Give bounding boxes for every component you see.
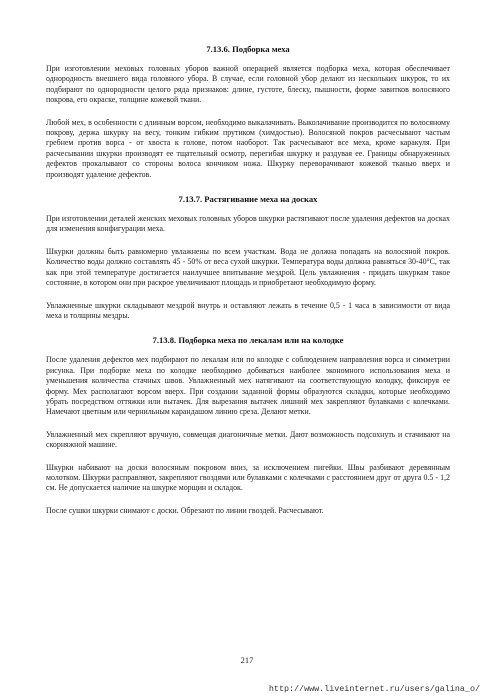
paragraph: Шкурки должны быть равномерно увлажнены по всем участкам. Вода не должна попадать на волосяной покров. Количество воды должно составлять 45 - 50% от веса сухой шкурки. Температура воды должна равняться 30-40°С, так как при этой температуре достигается наилучшее впитывание мездрой. Цель увлажнения - придать шкуркам такое состояние, в котором они при раскрое увеличивают площадь и приобретают необходимую форму. — [46, 246, 450, 288]
source-url[interactable]: http://www.liveinternet.ru/users/galina_o/ — [268, 684, 480, 694]
paragraph: После сушки шкурки снимают с доски. Обрезают по линии гвоздей. Расчесывают. — [46, 505, 324, 515]
paragraph: Шкурки набивают на доски волосяным покровом вниз, за исключением пигейки. Швы разбивают деревянным молотком. Шкурки расправляют, закрепляют гвоздями или булавками с колечками с расстоянием друг от друга 0.5 - 1,2 см. Не допускается наличие на шкурке морщин и складок. — [46, 462, 450, 493]
section-heading-7-13-7: 7.13.7. Растягивание меха на досках — [178, 194, 318, 205]
paragraph: После удаления дефектов мех подбирают по лекалам или по колодке с соблюдением направления ворса и симметрии рисунка. При подборке меха по колодке необходимо добиваться наиболее экономного использования меха и уменьшения количества стачных швов. Увлажненный мех натягивают на соответствующую колодку, фиксируя ее форму. Мех располагают ворсом вверх. При создании заданной формы образуются складки, которые необходимо убрать посредством оттяжки или вытачек. Для вырезания вытачек лишний мех закрепляют булавками с колечками. Намечают цветным или чернильным карандашом линию среза. Делают метки. — [46, 355, 450, 417]
document-body — [46, 44, 450, 528]
paragraph: Любой мех, в особенности с длинным ворсом, необходимо выкалачивать. Выколачивание производится по волосяному покрову, держа шкурку на весу, тонким гибким прутиком (химдостью). Волосяной покров расчесывают частым гребнем против ворса - от хвоста к голове, потом наоборот. Так расчесывают все меха, кроме каракуля. При расчесывании шкурки производят ее тщательный осмотр, перегибая шкурку и раздувая ее. Границы обнаруженных дефектов прокалывают со стороны волоса кончиком ножа. Шкурку переворачивают кожевой тканью вверх и производят удаление дефектов. — [46, 117, 450, 179]
paragraph: При изготовлении деталей женских меховых головных уборов шкурки растягивают после удаления дефектов на досках для изменения конфигурации меха. — [46, 214, 450, 234]
paragraph: Увлажненный мех скрепляют вручную, совмещая диагоничные метки. Дают возможность подсохнуть и стачивают на скорняжной машине. — [46, 429, 450, 450]
section-heading-7-13-8: 7.13.8. Подборка меха по лекалам или на колодке — [152, 335, 344, 346]
section-heading-7-13-6: 7.13.6. Подборка меха — [206, 44, 290, 54]
paragraph: Увлажненные шкурки складывают мездрой внутрь и оставляют лежать в течение 0,5 - 1 часа в зависимости от вида меха и толщины мездры. — [46, 300, 450, 320]
paragraph: При изготовлении меховых головных уборов важной операцией является подборка меха, которая обеспечивает однородность внешнего вида головного убора. В случае, если головной убор делают из нескольких шкурок, то их подбирают по однородности целого ряда признаков: длине, густоте, блеску, пышности, форме завитков волосяного покрова, его окраске, толщине кожевой ткани. — [46, 64, 450, 105]
page-number: 217 — [240, 655, 254, 665]
